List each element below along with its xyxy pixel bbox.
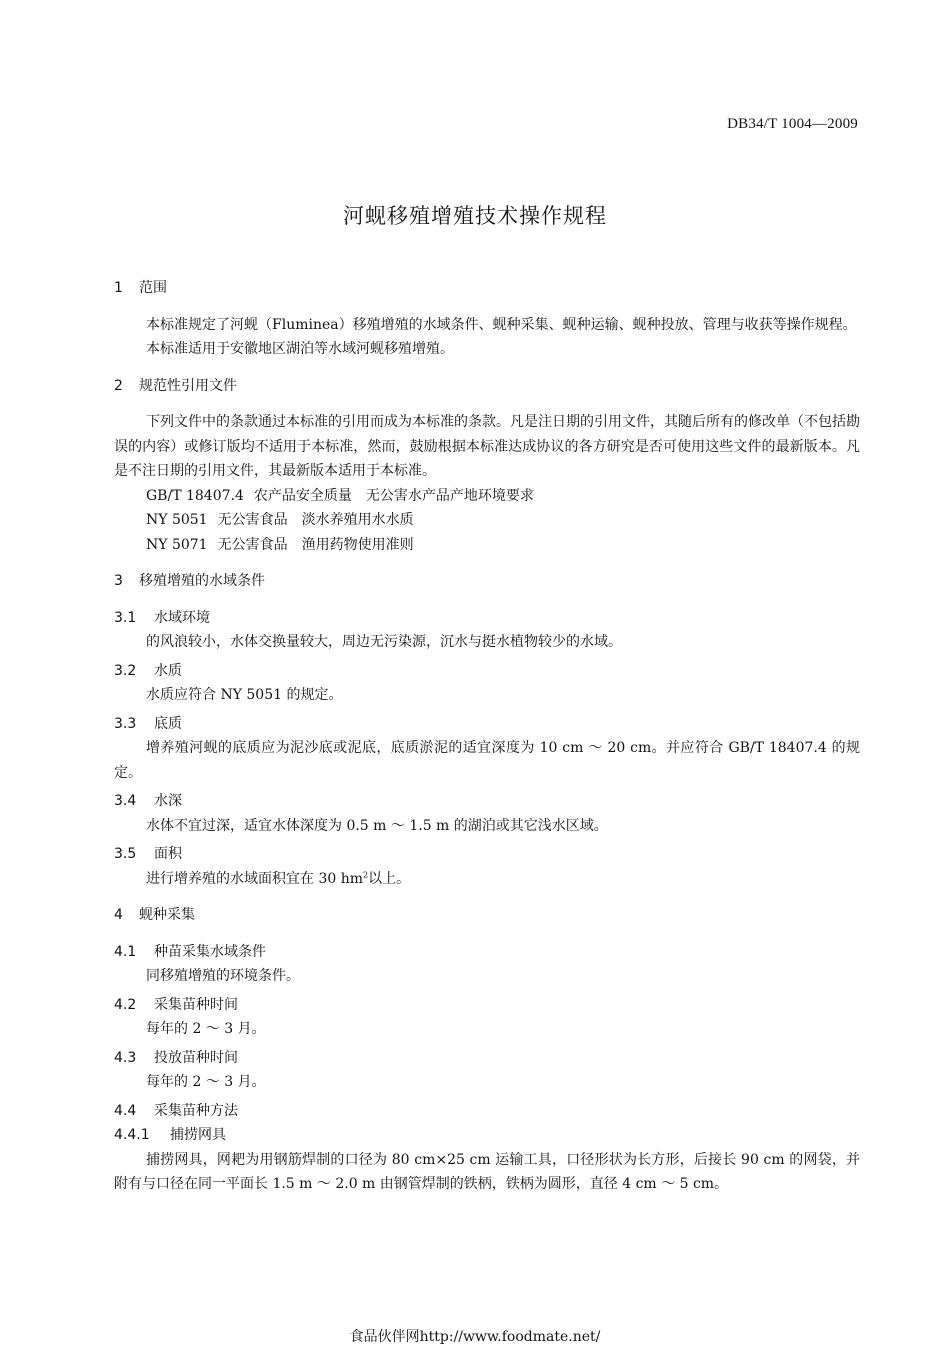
section-1-heading [114, 276, 860, 301]
reference-title: 农产品安全质量 无公害水产品产地环境要求 [253, 487, 534, 504]
reference-code: NY 5071 [146, 536, 208, 553]
section-3-heading [114, 569, 860, 594]
subsection-title: 水深 [154, 793, 182, 809]
reference-item [114, 533, 860, 558]
paragraph: 同移殖增殖的环境条件。 [146, 968, 300, 984]
reference-code: NY 5051 [146, 512, 208, 528]
subsection-3-3-heading [114, 712, 860, 737]
subsection-title: 采集苗种时间 [154, 996, 238, 1013]
subsection-number: 3.1 [114, 609, 137, 626]
subsection-3-5-heading [114, 842, 860, 867]
subsection-number: 3.5 [114, 846, 137, 862]
area-text: 进行增养殖的水域面积宜在 30 hm [146, 870, 364, 887]
section-number: 2 [114, 377, 123, 394]
subsection-3-1-heading [114, 606, 860, 631]
subsection-4-4-heading [114, 1099, 860, 1124]
subsection-number: 4.4 [114, 1102, 137, 1119]
subsection-number: 4.3 [114, 1049, 137, 1066]
subsection-4-2-heading [114, 993, 860, 1018]
subsection-number: 4.2 [114, 996, 137, 1013]
subsection-title: 捕捞网具 [170, 1127, 226, 1143]
paragraph: 每年的 2 ～ 3 月。 [146, 1021, 266, 1037]
footer-source: 食品伙伴网http://www.foodmate.net/ [349, 1329, 601, 1345]
section-title: 移殖增殖的水域条件 [139, 573, 265, 589]
subsection-title: 投放苗种时间 [154, 1049, 238, 1066]
subsection-title: 采集苗种方法 [154, 1102, 238, 1119]
subsection-number: 3.3 [114, 715, 137, 732]
paragraph: 本标准规定了河蚬（Fluminea）移殖增殖的水域条件、蚬种采集、蚬种运输、蚬种投放、管理与收获等操作规程。 [146, 316, 857, 333]
reference-title: 无公害食品 淡水养殖用水水质 [217, 512, 414, 528]
paragraph: 增养殖河蚬的底质应为泥沙底或泥底，底质淤泥的适宜深度为 10 cm ～ 20 cm。并应符合 GB/T 18407.4 的规定。 [114, 740, 860, 781]
document-title: 河蚬移殖增殖技术操作规程 [343, 204, 607, 228]
paragraph: 的风浪较小，水体交换量较大，周边无污染源，沉水与挺水植物较少的水域。 [146, 634, 622, 650]
paragraph: 每年的 2 ～ 3 月。 [146, 1074, 266, 1090]
subsection-title: 种苗采集水域条件 [154, 943, 266, 960]
subsection-4-4-1-heading [114, 1123, 860, 1148]
subsection-4-3-heading [114, 1046, 860, 1071]
section-4-heading [114, 903, 860, 928]
section-title: 蚬种采集 [139, 907, 195, 923]
paragraph: 水体不宜过深，适宜水体深度为 0.5 m ～ 1.5 m 的湖泊或其它浅水区域。 [146, 817, 608, 834]
section-number: 1 [114, 280, 123, 296]
section-number: 4 [114, 907, 123, 923]
subsection-title: 水质 [154, 662, 182, 679]
subsection-3-2-heading [114, 659, 860, 684]
area-text-suffix: 以上。 [368, 870, 411, 887]
subsection-number: 3.4 [114, 793, 137, 809]
paragraph [114, 867, 860, 892]
reference-title: 无公害食品 渔用药物使用准则 [217, 536, 414, 553]
paragraph: 捕捞网具，网耙为用钢筋焊制的口径为 80 cm×25 cm 运输工具，口径形状为长方形，后接长 90 cm 的网袋，并附有与口径在同一平面长 1.5 m ～ 2.0 m 由钢管焊制的铁柄，铁柄为圆形，直径 4 cm ～ 5 cm。 [114, 1151, 860, 1192]
section-title: 范围 [139, 280, 167, 296]
reference-item [114, 508, 860, 533]
subsection-4-1-heading [114, 940, 860, 965]
reference-code: GB/T 18407.4 [146, 487, 244, 504]
section-number: 3 [114, 573, 123, 589]
document-body [114, 276, 860, 1197]
paragraph: 水质应符合 NY 5051 的规定。 [146, 687, 343, 703]
section-title: 规范性引用文件 [139, 377, 237, 394]
paragraph: 本标准适用于安徽地区湖泊等水域河蚬移殖增殖。 [146, 341, 454, 357]
paragraph: 下列文件中的条款通过本标准的引用而成为本标准的条款。凡是注日期的引用文件，其随后所有的修改单（不包括勘误的内容）或修订版均不适用于本标准，然而，鼓励根据本标准达成协议的各方研究是否可使用这些文件的最新版本。凡是不注日期的引用文件，其最新版本适用于本标准。 [114, 414, 860, 479]
superscript: 2 [363, 869, 369, 879]
reference-item [114, 484, 860, 509]
subsection-3-4-heading [114, 789, 860, 814]
subsection-number: 4.1 [114, 943, 137, 960]
subsection-title: 水域环境 [154, 609, 210, 626]
subsection-number: 4.4.1 [114, 1127, 150, 1143]
subsection-number: 3.2 [114, 662, 137, 679]
document-code: DB34/T 1004—2009 [727, 116, 858, 132]
subsection-title: 底质 [154, 715, 182, 732]
section-2-heading [114, 374, 860, 399]
subsection-title: 面积 [154, 846, 182, 862]
